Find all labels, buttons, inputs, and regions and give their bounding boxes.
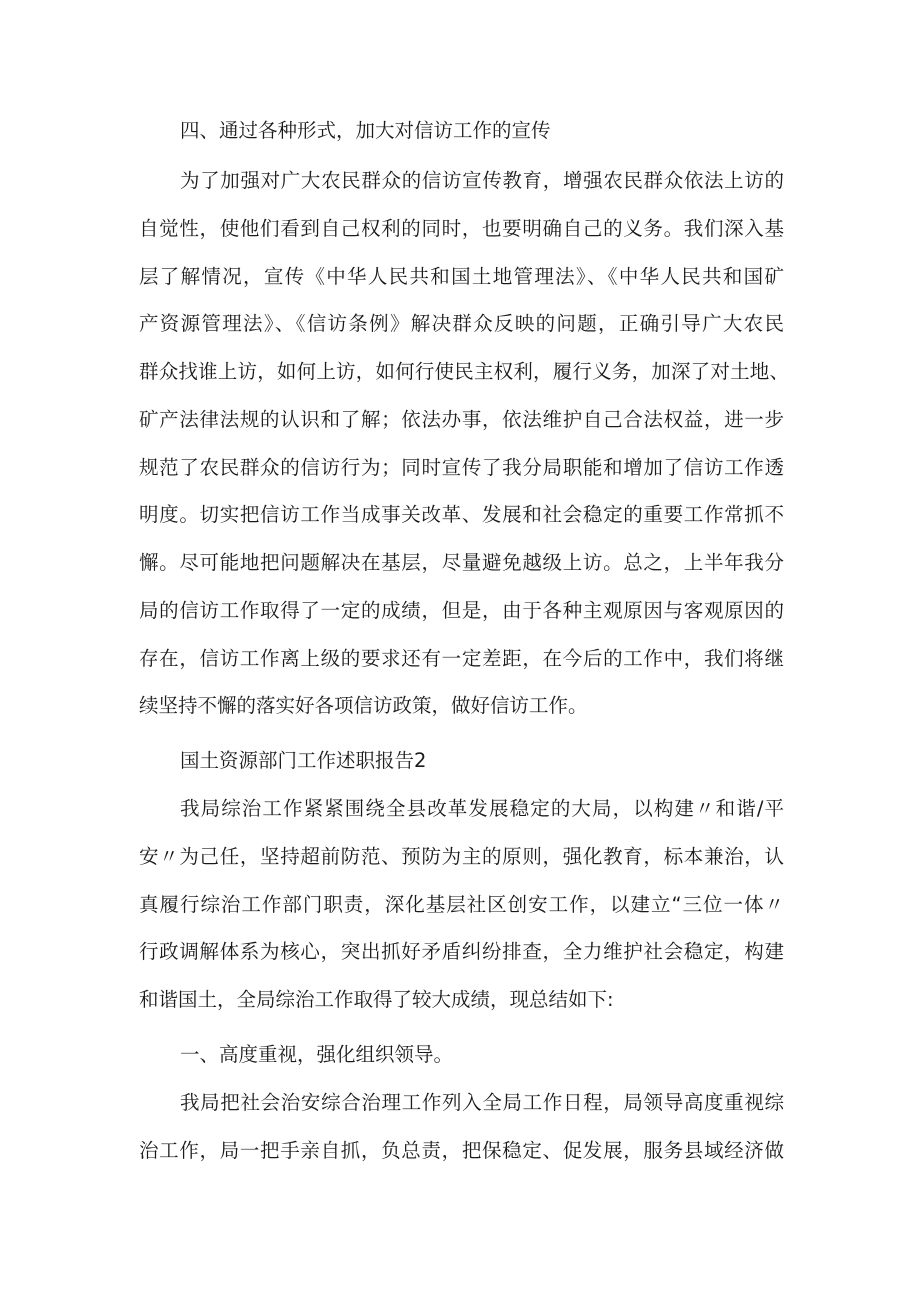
paragraph-line: 真履行综治工作部门职责，深化基层社区创安工作，以建立“三位一体〃 [139,893,784,916]
section-heading-4: 四、通过各种形式，加大对信访工作的宣传 [180,119,551,142]
section-heading-1: 一、高度重视，强化组织领导。 [180,1043,454,1066]
paragraph-line: 矿产法律法规的认识和了解；依法办事，依法维护自己合法权益，进一步 [139,408,784,431]
paragraph-line: 我局综治工作紧紧围绕全县改革发展稳定的大局，以构建〃和谐/平 [180,797,784,820]
paragraph-line: 治工作，局一把手亲自抓，负总责，把保稳定、促发展，服务县域经济做 [139,1139,784,1162]
paragraph-line: 续坚持不懈的落实好各项信访政策，做好信访工作。 [139,694,588,717]
paragraph-line: 安〃为己任，坚持超前防范、预防为主的原则，强化教育，标本兼治，认 [139,845,784,868]
report-title: 国土资源部门工作述职报告2 [180,749,427,772]
paragraph-line: 产资源管理法》、《信访条例》解决群众反映的问题，正确引导广大农民 [139,312,784,335]
paragraph-line: 群众找谁上访，如何上访，如何行使民主权利，履行义务，加深了对土地、 [139,360,789,383]
paragraph-line: 层了解情况，宣传《中华人民共和国土地管理法》、《中华人民共和国矿 [139,265,784,288]
paragraph-line: 和谐国土，全局综治工作取得了较大成绩，现总结如下: [139,988,614,1011]
paragraph-line: 我局把社会治安综合治理工作列入全局工作日程，局领导高度重视综 [180,1091,784,1114]
paragraph-line: 为了加强对广大农民群众的信访宣传教育，增强农民群众依法上访的 [180,169,784,192]
paragraph-line: 自觉性，使他们看到自己权利的同时，也要明确自己的义务。我们深入基 [139,217,784,240]
paragraph-line: 行政调解体系为核心，突出抓好矛盾纠纷排查，全力维护社会稳定，构建 [139,940,784,963]
paragraph-line: 局的信访工作取得了一定的成绩，但是，由于各种主观原因与客观原因的 [139,599,784,622]
paragraph-line: 懈。尽可能地把问题解决在基层，尽量避免越级上访。总之，上半年我分 [139,551,784,574]
paragraph-line: 存在，信访工作离上级的要求还有一定差距，在今后的工作中，我们将继 [139,647,784,670]
paragraph-line: 规范了农民群众的信访行为；同时宣传了我分局职能和增加了信访工作透 [139,456,784,479]
paragraph-line: 明度。切实把信访工作当成事关改革、发展和社会稳定的重要工作常抓不 [139,503,784,526]
